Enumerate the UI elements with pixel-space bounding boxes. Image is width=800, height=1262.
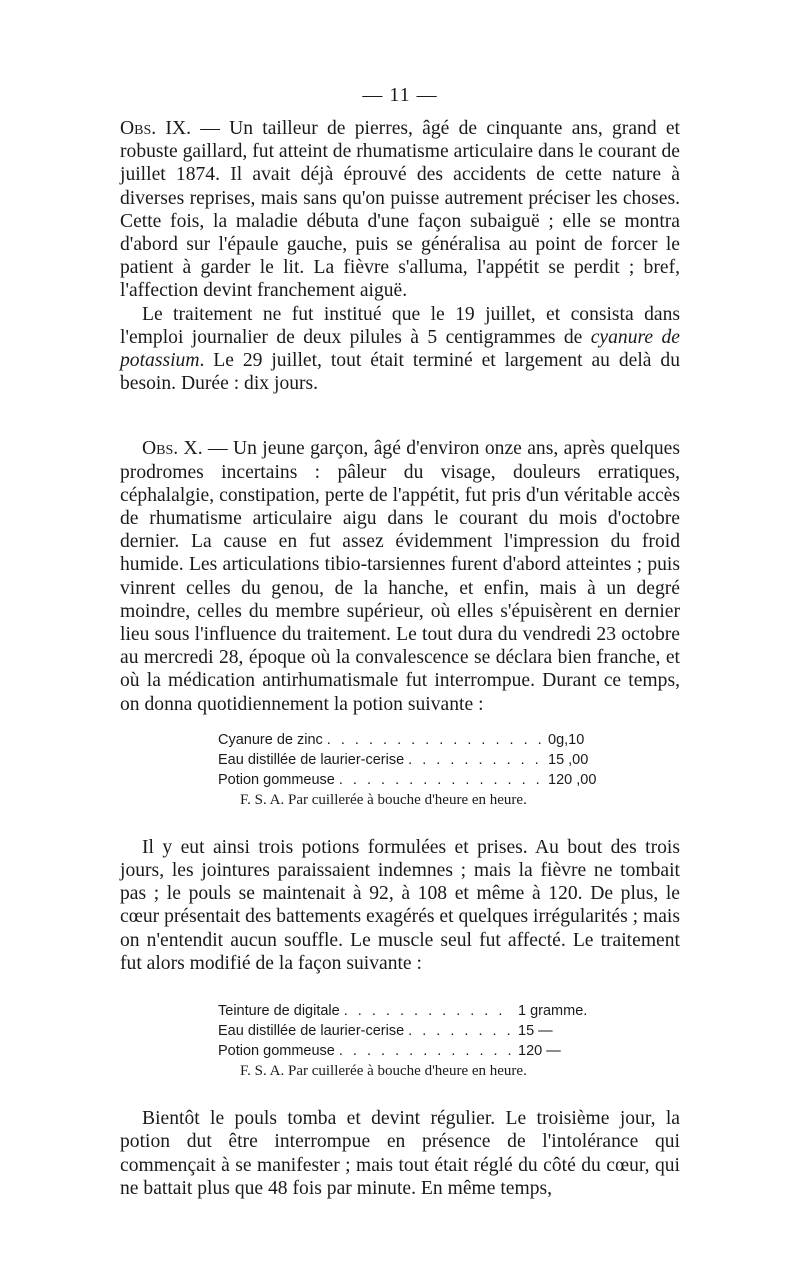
ingredient-dose: 1 gramme. bbox=[518, 1003, 588, 1020]
obs9-treatment-text-after: . Le 29 juillet, tout était terminé et largement au delà du besoin. Durée : dix jours. bbox=[120, 350, 680, 395]
ingredient-dose: 15 ,00 bbox=[548, 751, 589, 768]
ingredient-name: Eau distillée de laurier-cerise bbox=[218, 1023, 405, 1040]
page-number: — 11 — bbox=[362, 84, 438, 106]
obs9-paragraph bbox=[120, 117, 680, 303]
obs10-text: — Un jeune garçon, âgé d'environ onze ans, après quelques prodromes incertains : pâleur du visage, douleurs erratiques, céphalalgie, constipation, perte de l'appétit, fut pris d'un véritable accès de rhumatisme articulaire aigu dans le courant du mois d'octobre dernier. La cause en fut assez évidemment l'impression du froid humide. Les articulations tibio-tarsiennes furent d'abord atteintes ; puis vinrent celles du genou, de la hanche, et enfin, mais à un degré moindre, celles du membre supérieur, où elles s'épuisèrent en dernier lieu sous l'influence du traitement. Le tout dura du vendredi 23 octobre au mercredi 28, époque où la convalescence se déclara bien franche, et où la médication antirhumatismale fut interrompue. Durant ce temps, on donna quotidiennement la potion suivante : bbox=[120, 438, 680, 715]
paragraph-potions: Il y eut ainsi trois potions formulées et prises. Au bout des trois jours, les jointures paraissaient indemnes ; mais la fièvre ne tombait pas ; le pouls se maintenait à 92, à 108 et même à 120. De plus, le cœur présentait des battements exagérés et quelques irrégularités ; mais on n'entendit aucun souffle. Le muscle seul fut affecté. Le traitement fut alors modifié de la façon suivante : bbox=[120, 836, 680, 974]
formula-row bbox=[218, 1001, 638, 1021]
ingredient-dose: 120 ,00 bbox=[548, 771, 597, 788]
formula-row bbox=[218, 770, 638, 790]
obs9-treatment-text-before: Le traitement ne fut institué que le 19 juillet, et consista dans l'emploi journalier de deux pilules à 5 centigrammes de bbox=[120, 303, 680, 348]
formula-row bbox=[218, 730, 638, 750]
formula-row bbox=[218, 750, 638, 770]
formula-row bbox=[218, 1021, 638, 1041]
prescription-formula-1 bbox=[218, 730, 638, 810]
obs9-treatment-paragraph bbox=[120, 303, 680, 396]
obs10-paragraph bbox=[120, 437, 680, 715]
ingredient-dose: 120 — bbox=[518, 1043, 561, 1060]
ingredient-name: Potion gommeuse bbox=[218, 771, 335, 788]
paragraph-pulse: Bientôt le pouls tomba et devint régulier. Le troisième jour, la potion dut être interrompue en présence de l'intolérance qui commençait à se manifester ; mais tout était réglé du côté du cœur, qui ne battait plus que 48 fois par minute. En même temps, bbox=[120, 1108, 680, 1199]
prescription-formula-2 bbox=[218, 1001, 638, 1081]
formula-instructions: F. S. A. Par cuillerée à bouche d'heure en heure. bbox=[240, 1063, 527, 1080]
ingredient-dose: 15 — bbox=[518, 1023, 553, 1040]
ingredient-dose: 0g,10 bbox=[548, 731, 585, 748]
formula-instructions: F. S. A. Par cuillerée à bouche d'heure en heure. bbox=[240, 791, 527, 808]
obs9-label: Obs. IX. bbox=[120, 118, 191, 139]
ingredient-name: Eau distillée de laurier-cerise bbox=[218, 751, 405, 768]
obs10-label: Obs. X. bbox=[142, 438, 203, 460]
ingredient-name: Teinture de digitale bbox=[218, 1003, 340, 1020]
ingredient-name: Potion gommeuse bbox=[218, 1043, 335, 1060]
ingredient-name: Cyanure de zinc bbox=[218, 731, 323, 748]
document-page bbox=[120, 84, 680, 1200]
obs9-text: — Un tailleur de pierres, âgé de cinquante ans, grand et robuste gaillard, fut atteint de rhumatisme articulaire dans le courant de juillet 1874. Il avait déjà éprouvé des accidents de cette nature à diverses reprises, mais sans qu'on puisse autrement préciser les choses. Cette fois, la maladie débuta d'une façon subaiguë ; elle se montra d'abord sur l'épaule gauche, puis se généralisa au point de forcer le patient à garder le lit. La fièvre s'alluma, l'appétit se perdit ; bref, l'affection devint franchement aiguë. bbox=[120, 118, 680, 302]
obs9-treatment-italic: cyanure de potassium bbox=[120, 326, 680, 372]
formula-row bbox=[218, 1041, 638, 1061]
